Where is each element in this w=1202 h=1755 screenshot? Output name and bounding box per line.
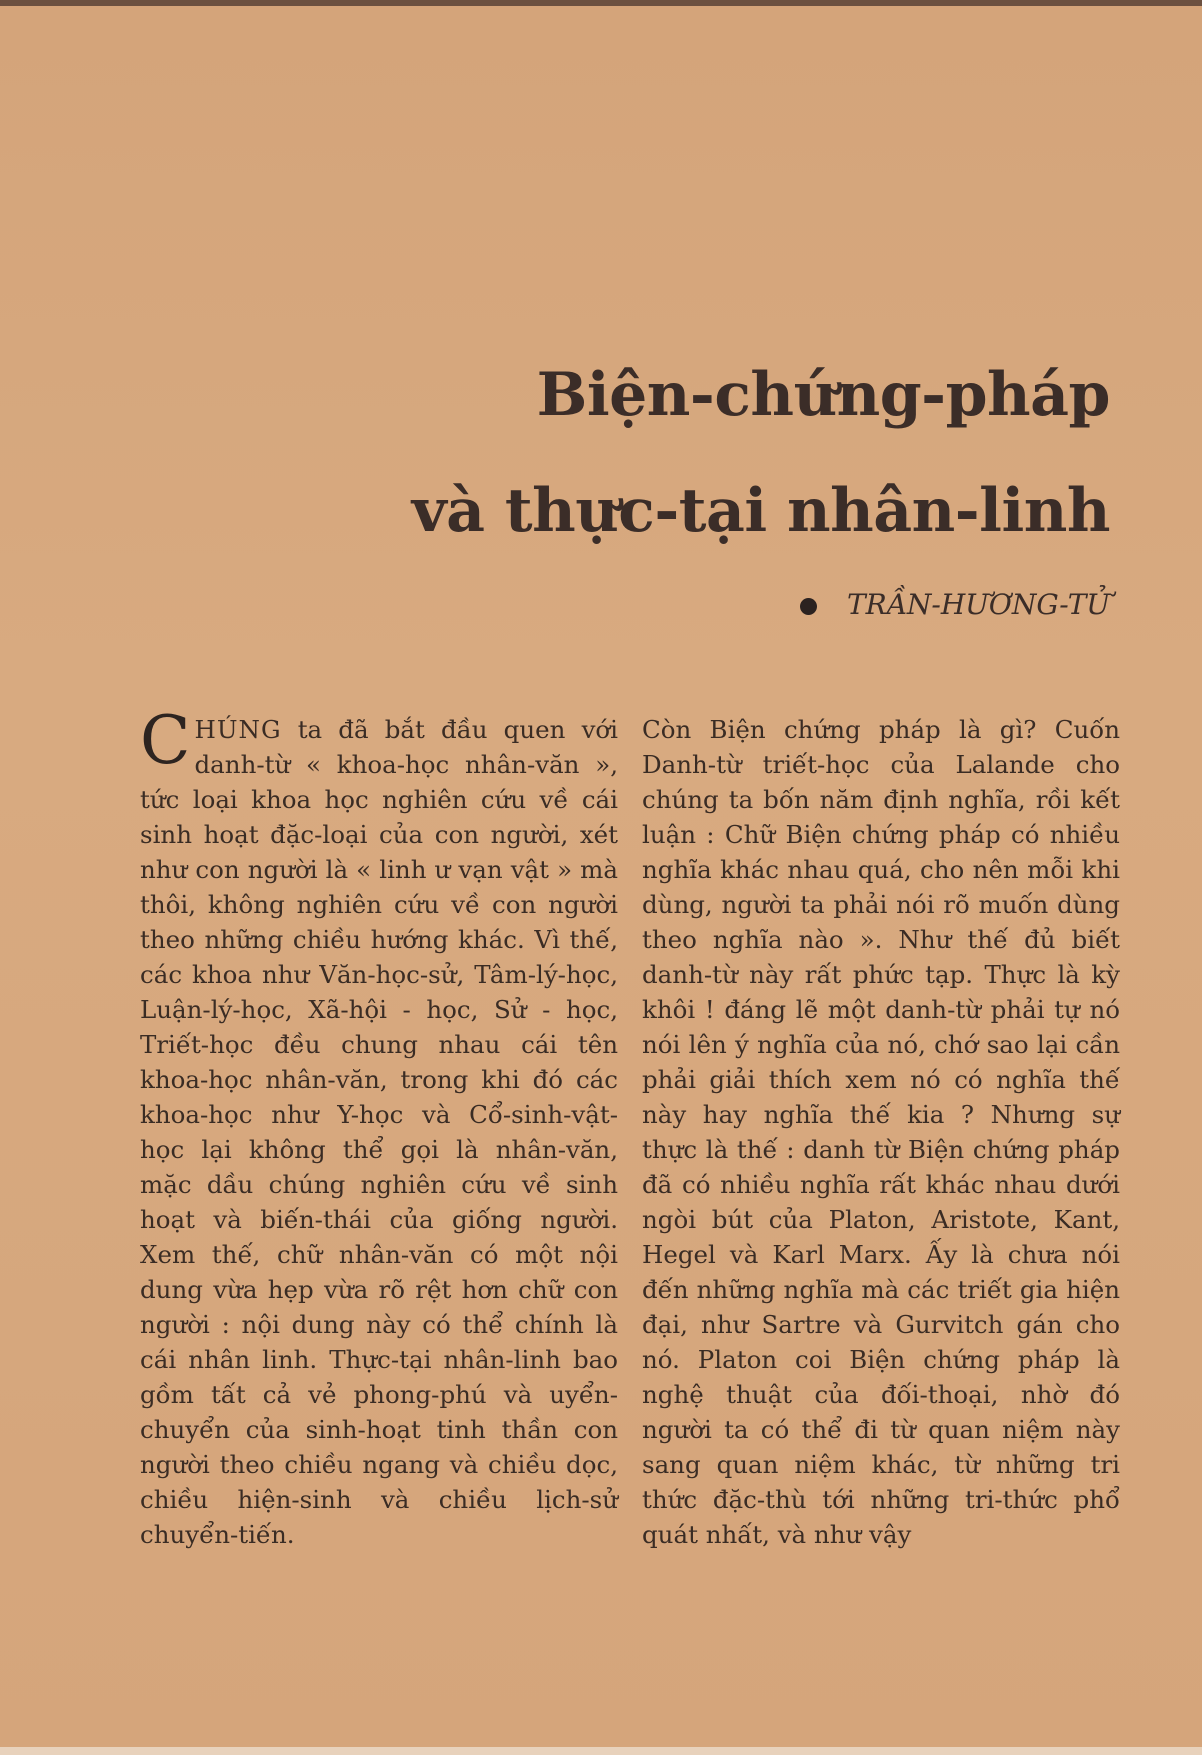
article-title-line2: và thực-tại nhân-linh — [411, 476, 1110, 546]
drop-cap: C — [140, 702, 191, 779]
opening-word: HÚNG — [194, 715, 282, 744]
left-body-text: ta đã bắt đầu quen với danh-từ « khoa-học nhân-văn », tức loại khoa học nghiên cứu về cái sinh hoạt đặc-loại của con người, xét như con người là « linh ư vạn vật » mà thôi, không nghiên cứu về con người theo những chiều hướng khác. Vì thế, các khoa như Văn-học-sử, Tâm-lý-học, Luận-lý-học, Xã-hội - học, Sử - học, Triết-học đều chung nhau cái tên khoa-học nhân-văn, trong khi đó các khoa-học như Y-học và Cổ-sinh-vật-học lại không thể gọi là nhân-văn, mặc dầu chúng nghiên cứu về sinh hoạt và biến-thái của giống người. Xem thế, chữ nhân-văn có một nội dung vừa hẹp vừa rõ rệt hơn chữ con người : nội dung này có thể chính là cái nhân linh. Thực-tại nhân-linh bao gồm tất cả vẻ phong-phú và uyển-chuyển của sinh-hoạt tinh thần con người theo chiều ngang và chiều dọc, chiều hiện-sinh và chiều lịch-sử chuyển-tiến. — [140, 715, 618, 1549]
right-body-text: Còn Biện chứng pháp là gì? Cuốn Danh-từ triết-học của Lalande cho chúng ta bốn năm định nghĩa, rồi kết luận : Chữ Biện chứng pháp có nhiều nghĩa khác nhau quá, cho nên mỗi khi dùng, người ta phải nói rõ muốn dùng theo nghĩa nào ». Như thế đủ biết danh-từ này rất phức tạp. Thực là kỳ khôi ! đáng lẽ một danh-từ phải tự nó nói lên ý nghĩa của nó, chớ sao lại cần phải giải thích xem nó có nghĩa thế này hay nghĩa thế kia ? Nhưng sự thực là thế : danh từ Biện chứng pháp đã có nhiều nghĩa rất khác nhau dưới ngòi bút của Platon, Aristote, Kant, Hegel và Karl Marx. Ấy là chưa nói đến những nghĩa mà các triết gia hiện đại, như Sartre và Gurvitch gán cho nó. Platon coi Biện chứng pháp là nghệ thuật của đối-thoại, nhờ đó người ta có thể đi từ quan niệm này sang quan niệm khác, từ những tri thức đặc-thù tới những tri-thức phổ quát nhất, và như vậy — [642, 715, 1120, 1549]
right-column — [642, 712, 1120, 1552]
left-paragraph — [140, 702, 618, 1552]
author-name: TRẦN-HƯƠNG-TỬ — [846, 588, 1110, 621]
left-column — [140, 702, 618, 1552]
page-bottom-edge — [0, 1747, 1202, 1755]
article-title-line1: Biện-chứng-pháp — [536, 360, 1110, 430]
author-byline — [800, 588, 1110, 621]
page-top-edge — [0, 0, 1202, 6]
bullet-icon — [800, 598, 817, 615]
